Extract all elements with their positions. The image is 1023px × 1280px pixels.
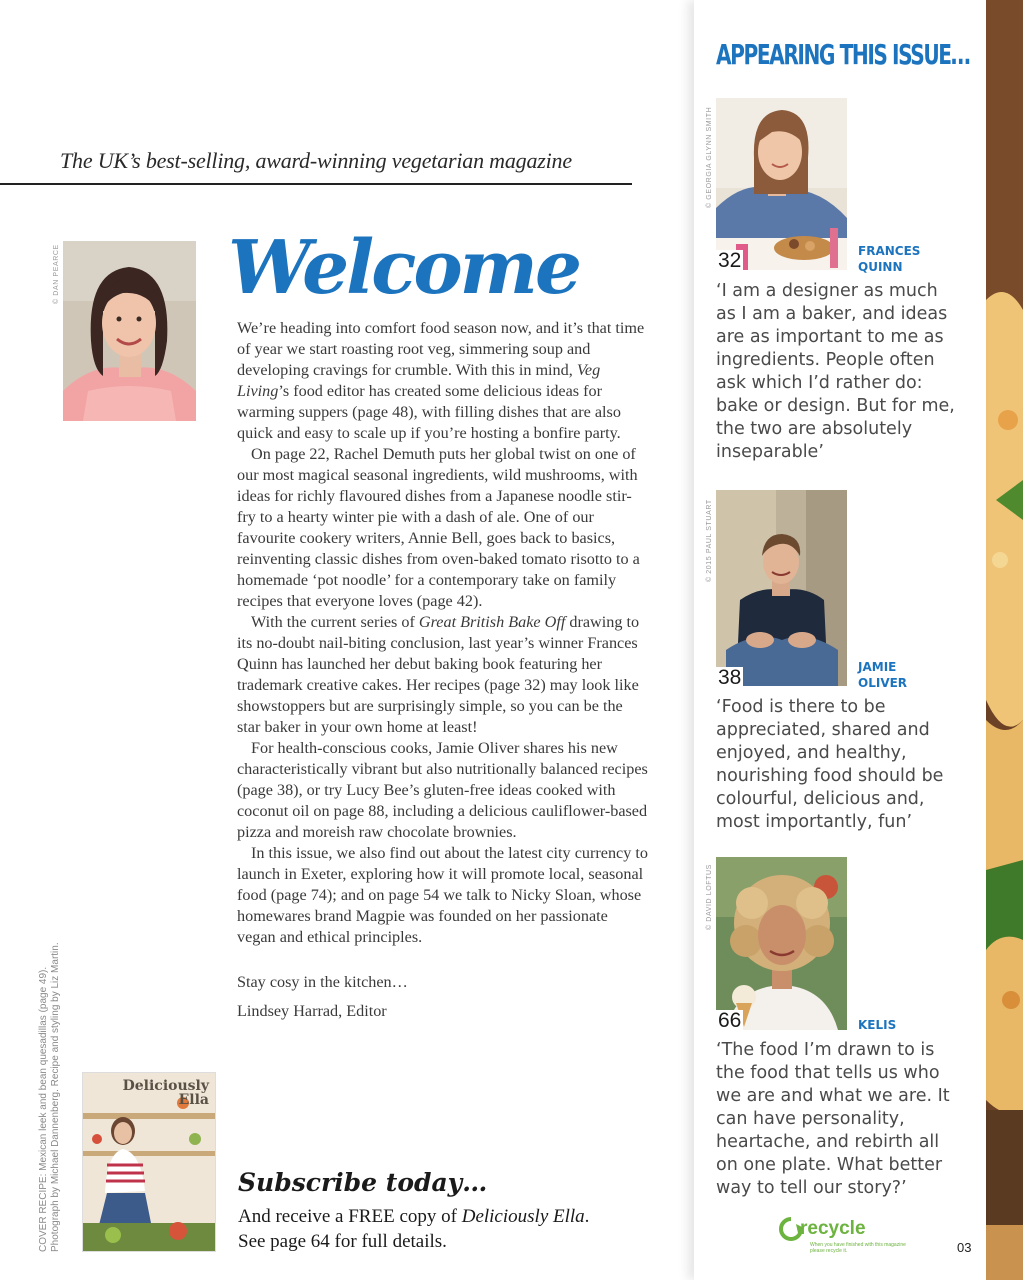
tagline-divider (0, 183, 632, 185)
editor-photo-credit: © DAN PEARCE (53, 244, 60, 304)
contributor-name-line: QUINN (858, 260, 903, 274)
contributor-page-number: 32 (718, 249, 742, 272)
editorial-paragraph: We’re heading into comfort food season now, and it’s that time of year we start roasting root veg, simmering soup and developing cravings for crumble. With this in mind, Veg Living’s food editor has created some delicious ideas for warming suppers (page 48), with filling dishes that are also quick and easy to scale up if you’re hosting a bonfire party. (237, 319, 645, 442)
contributor-name (858, 1017, 896, 1033)
editor-photo (63, 241, 196, 421)
welcome-heading: Welcome (228, 225, 580, 311)
contributor-photo-credit: © DAVID LOFTUS (706, 864, 713, 930)
editorial-paragraph: On page 22, Rachel Demuth puts her global twist on one of our most magical seasonal ingredients, wild mushrooms, with ideas for richly flavoured dishes from a Japanese noodle stir-fry to a hearty winter pie with a dash of ale. One of our favourite cookery writers, Annie Bell, goes back to basics, reinventing classic dishes from oven-baked tomato risotto to a homemade ‘pot noodle’ for a contemporary take on family recipes that everyone loves (page 42). (237, 445, 640, 610)
editorial-paragraph: With the current series of Great British Bake Off drawing to its no-doubt nail-biting conclusion, last year’s winner Frances Quinn has launched her debut baking book featuring her trademark creative cakes. Her recipes (page 32) may look like showstoppers but are surprisingly simple, so you can be the star baker in your own home at least! (237, 613, 640, 736)
editor-signoff (237, 968, 408, 1026)
contributor-name-line: JAMIE (858, 660, 897, 674)
page-number: 03 (957, 1240, 972, 1255)
contributor-photo-kelis (716, 857, 847, 1030)
sidebar-heading: APPEARING THIS ISSUE… (716, 38, 970, 71)
contributor-photo-frances-quinn (716, 98, 847, 270)
contributor-name-line: OLIVER (858, 676, 908, 690)
contributor-page-number: 66 (718, 1009, 742, 1032)
contributor-name-line: FRANCES (858, 244, 921, 258)
magazine-tagline: The UK’s best-selling, award-winning vegetarian magazine (60, 148, 572, 173)
editorial-paragraph: In this issue, we also find out about the latest city currency to launch in Exeter, exploring how it will promote local, seasonal food (page 74); and on page 54 we talk to Nicky Sloan, whose homewares brand Magpie was founded on her passionate vegan and ethical principles. (237, 844, 648, 946)
contributor-quote: ‘I am a designer as much as I am a baker, and ideas are as important to me as ingredients. People often ask which I’d rather do: bake or design. But for me, the two are absolutely inseparable’ (716, 281, 955, 462)
contributor-quote: ‘Food is there to be appreciated, shared and enjoyed, and healthy, nourishing food should be colourful, delicious and, most importantly, fun’ (716, 697, 944, 832)
book-title-line: Deliciously (122, 1078, 209, 1094)
recycle-note: When you have finished with this magazine please recycle it. (810, 1242, 906, 1254)
contributor-page-number: 38 (718, 666, 742, 689)
contributor-name-line: KELIS (858, 1018, 897, 1032)
recycle-word: recycle (800, 1218, 866, 1239)
editorial-paragraph: For health-conscious cooks, Jamie Oliver shares his new characteristically vibrant but also nutritionally balanced recipes (page 38), or try Lucy Bee’s gluten-free ideas cooked with coconut oil on page 88, including a delicious cauliflower-based pizza and moreish raw chocolate brownies. (237, 739, 648, 841)
cover-recipe-credit (38, 942, 62, 1252)
contributor-photo-credit: © GEORGIA GLYNN SMITH (706, 106, 713, 208)
subscribe-heading: Subscribe today… (238, 1168, 488, 1197)
cover-credit-line: Photograph by Michael Dannenberg. Recipe and styling by Liz Martin. (50, 942, 61, 1252)
contributor-photo-jamie-oliver (716, 490, 847, 686)
subscribe-details: See page 64 for full details. (238, 1231, 447, 1252)
book-cover-image (82, 1072, 216, 1252)
book-title (89, 1079, 209, 1107)
contributor-quote: ‘The food I’m drawn to is the food that tells us who we are and what we are. It can have personality, heartache, and rebirth all on one plate. What better way to tell our story?’ (716, 1040, 950, 1198)
editorial-body (237, 318, 649, 948)
contributor-name (858, 243, 920, 275)
contributor-photo-credit: © 2015 PAUL STUART (706, 499, 713, 582)
signoff-line: Stay cosy in the kitchen… (237, 973, 408, 991)
contributor-name (858, 659, 907, 691)
cover-credit-line: COVER RECIPE: Mexican leek and bean quesadillas (page 49). (38, 966, 49, 1252)
editor-signature: Lindsey Harrad, Editor (237, 1002, 387, 1020)
recycle-logo (778, 1214, 908, 1260)
book-title-line: Ella (178, 1092, 209, 1108)
food-photo-strip (986, 0, 1023, 1280)
subscribe-offer: And receive a FREE copy of Deliciously Ella. (238, 1206, 590, 1227)
